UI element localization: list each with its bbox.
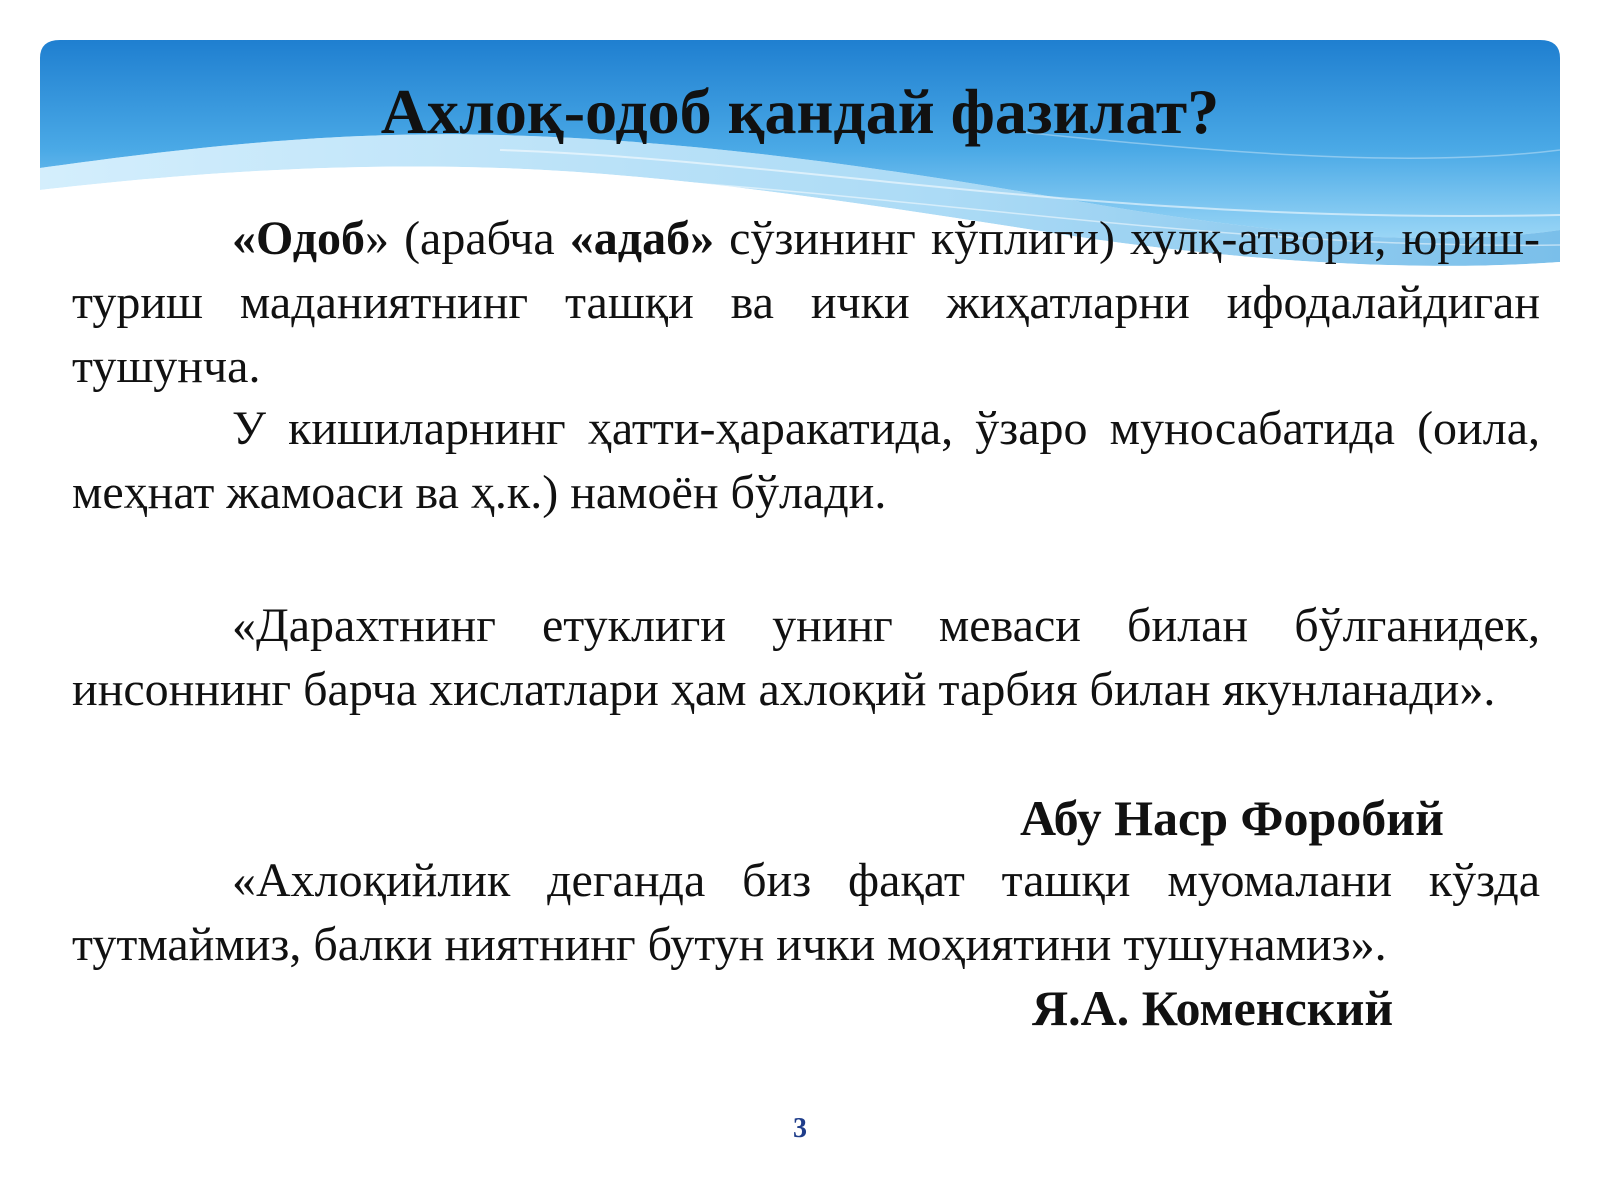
quote-close-mark: » bbox=[364, 212, 389, 265]
definition-paragraph bbox=[72, 207, 1540, 399]
term-adab: «адаб» bbox=[569, 212, 715, 265]
komensky-author: Я.А. Коменский bbox=[1032, 980, 1394, 1036]
definition-text-part1: (арабча bbox=[388, 212, 570, 265]
farobi-author: Абу Наср Форобий bbox=[1020, 790, 1444, 846]
komensky-quote bbox=[72, 849, 1540, 977]
manifestation-paragraph bbox=[72, 397, 1540, 525]
farobi-quote-text: «Дарахтнинг етуклиги унинг меваси билан бўлганидек, инсоннинг барча хислатлари ҳам ахлоқий тарбия билан якунланади». bbox=[72, 599, 1540, 716]
manifestation-text: У кишиларнинг ҳатти-ҳаракатида, ўзаро муносабатида (оила, меҳнат жамоаси ва ҳ.к.) намоён бўлади. bbox=[72, 402, 1540, 519]
farobi-quote bbox=[72, 594, 1540, 722]
komensky-quote-text: «Ахлоқийлик деганда биз фақат ташқи муомалани кўзда тутмаймиз, балки ниятнинг бутун ички моҳиятини тушунамиз». bbox=[72, 854, 1540, 971]
slide-title: Ахлоқ-одоб қандай фазилат? bbox=[380, 76, 1220, 147]
page-number: 3 bbox=[793, 1113, 807, 1144]
definition-text-part2: сўзининг кўплиги) хулқ-атвори, юриш-туриш маданиятнинг ташқи ва ички жиҳатларни ифодалайдиган тушунча. bbox=[72, 212, 1540, 393]
quote-open-mark: « bbox=[232, 212, 256, 265]
term-odob: Одоб bbox=[256, 212, 365, 265]
